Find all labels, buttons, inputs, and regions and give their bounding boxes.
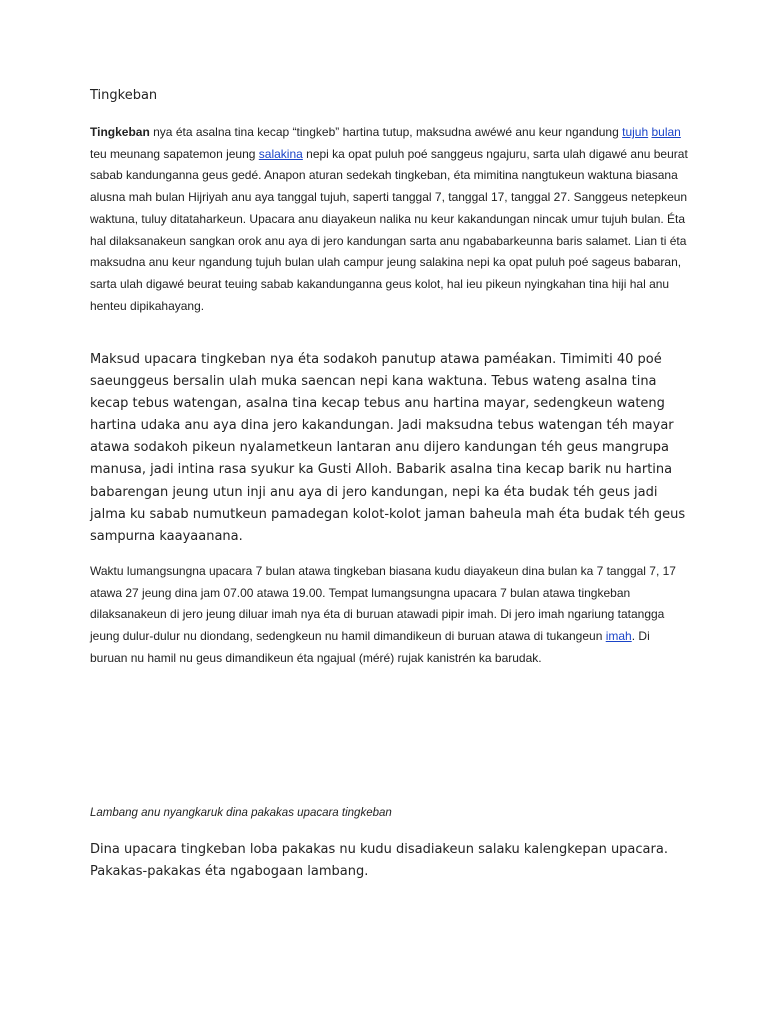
link-bulan[interactable]: bulan (651, 125, 681, 139)
link-salakina[interactable]: salakina (258, 146, 303, 161)
paragraph-waktu (90, 561, 690, 670)
term-tingkeban: Tingkeban (90, 125, 150, 139)
paragraph-maksud: Maksud upacara tingkeban nya éta sodakoh panutup atawa paméakan. Timimiti 40 poé saeunggeus bersalin ulah muka saencan nepi kana waktuna. Tebus wateng asalna tina kecap tebus watengan, asalna tina kecap tebus anu hartina mayar, sedengkeun wateng hartina udaka anu aya dina jero kakandungan. Jadi maksudna tebus watengan téh mayar atawa sodakoh pikeun nyalametkeun lantaran anu dijero kandungan téh geus mangrupa manusa, jadi intina rasa syukur ka Gusti Alloh. Babarik asalna tina kecap barik nu hartina babarengan jeung utun inji anu aya di jero kandungan, nepi ka éta budak téh geus jadi jalma ku sabab numutkeun pamadegan kolot-kolot jaman baheula mah éta budak téh geus sampurna kaayaanana. (90, 352, 686, 544)
paragraph-text: nya éta asalna tina kecap “tingkeb” hartina tutup, maksudna awéwé anu keur ngandung (149, 125, 623, 139)
paragraph-pakakas: Dina upacara tingkeban loba pakakas nu kudu disadiakeun salaku kalengkepan upacara. Pakakas-pakakas éta ngabogaan lambang. (90, 842, 668, 880)
paragraph-text: Waktu lumangsungna upacara 7 bulan atawa tingkeban biasana kudu diayakeun dina bulan ka 7 tanggal 7, 17 atawa 27 jeung dina jam 07.00 atawa 19.00. Tempat lumangsungna upacara 7 bulan atawa tingkeban dilaksanakeun di jero jeung diluar imah nya éta di buruan atawadi pipir imah. Di jero imah ngariung tatangga jeung dulur-dulur nu diondang, sedengkeun nu hamil dimandikeun di buruan atawa di tukangeun (90, 564, 676, 644)
link-imah[interactable]: imah (605, 629, 632, 644)
paragraph-intro (90, 122, 690, 317)
link-tujuh[interactable]: tujuh (622, 125, 649, 139)
document-title: Tingkeban (90, 88, 158, 103)
paragraph-text: nepi ka opat puluh poé sanggeus ngajuru, sarta ulah digawé anu beurat sabab kandunganna geus gedé. Anapon aturan sedekah tingkeban, éta mimitina nangtukeun waktuna biasana alusna mah bulan Hijriyah anu aya tanggal tujuh, saperti tanggal 7, tanggal 17, tanggal 27. Sanggeus netepkeun waktuna, tuluy ditataharkeun. Upacara anu diayakeun nalika nu keur kakandungan nincak umur tujuh bulan. Éta hal dilaksanakeun sangkan orok anu aya di jero kandungan sarta anu ngababarkeunna baris salamet. Lian ti éta maksudna anu keur ngandung tujuh bulan ulah campur jeung salakina nepi ka opat puluh poé sageus babaran, sarta ulah digawé beurat teuing sabab kakandunganna geus kolot, hal ieu pikeun nyingkahan tina hiji hal anu henteu dipikahayang. (90, 146, 688, 313)
section-heading-lambang: Lambang anu nyangkaruk dina pakakas upacara tingkeban (90, 807, 392, 819)
paragraph-text: . Di buruan nu hamil nu geus dimandikeun éta ngajual (méré) rujak kanistrén ka barudak. (90, 629, 650, 665)
paragraph-text: teu meunang sapatemon jeung (90, 146, 259, 161)
